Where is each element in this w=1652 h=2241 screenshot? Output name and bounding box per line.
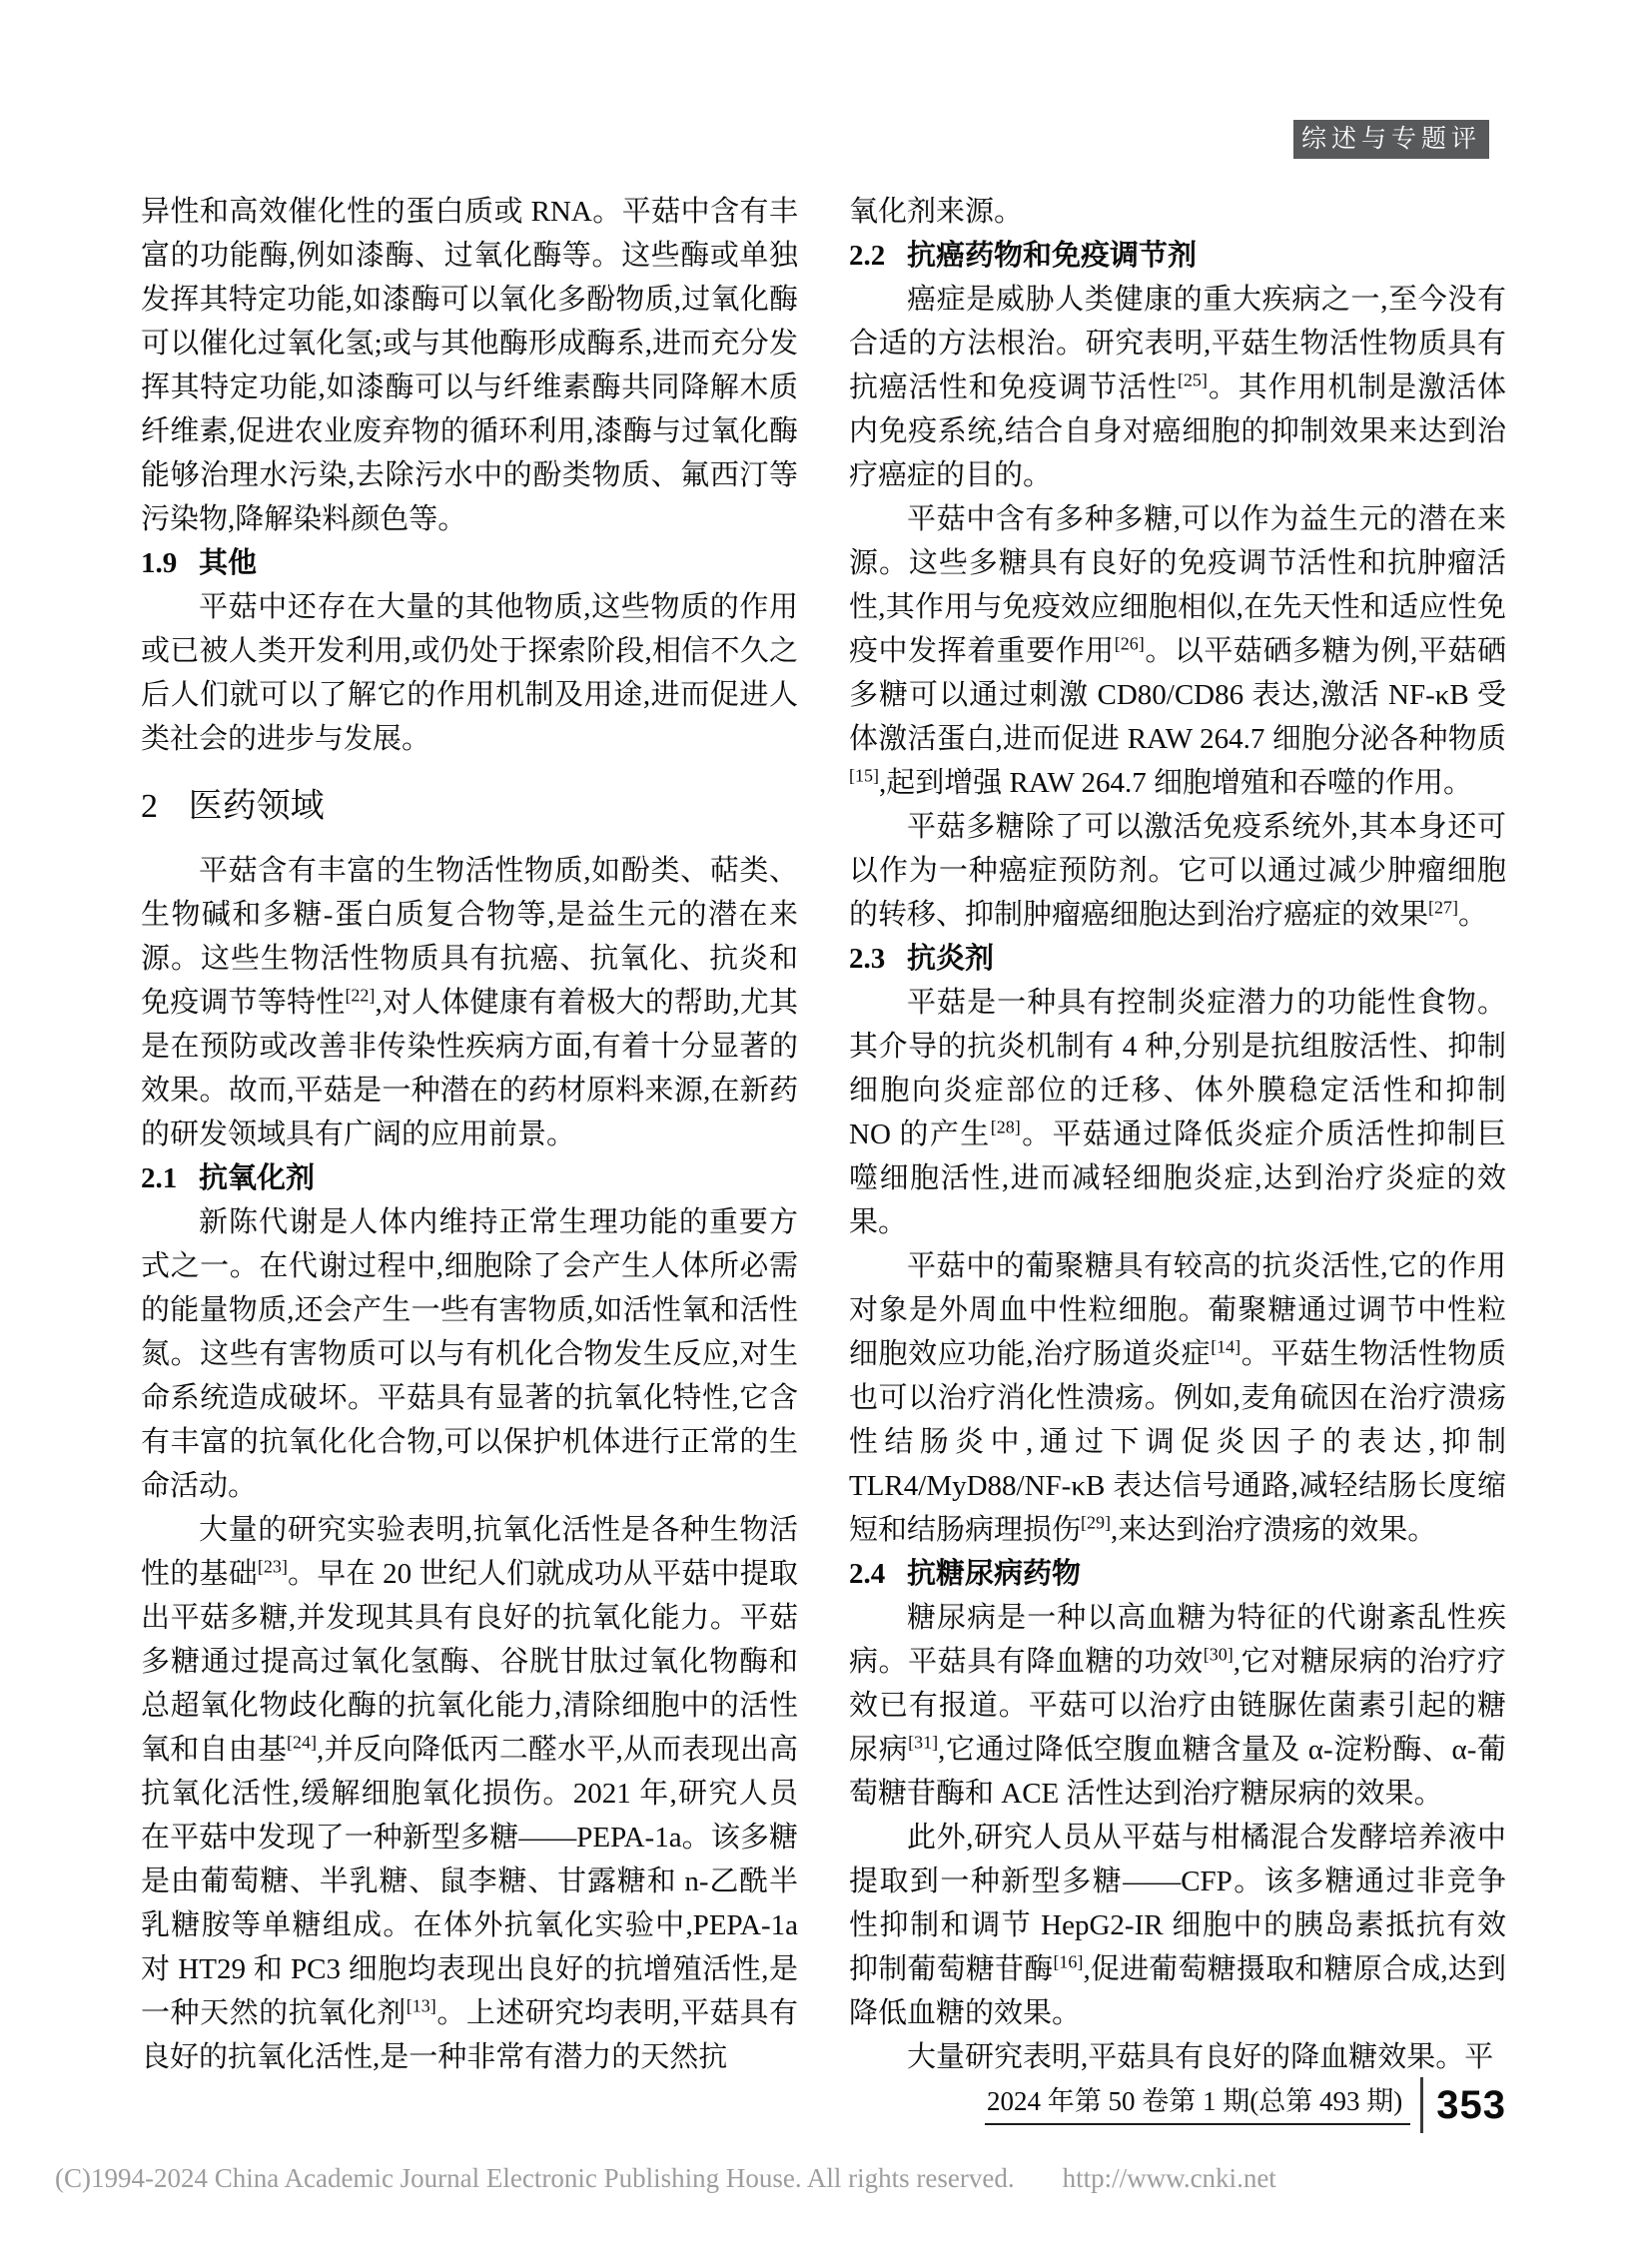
subsection-heading-2-4: [849, 1552, 1506, 1596]
reference-superscript: [30]: [1203, 1644, 1234, 1665]
right-column: [849, 190, 1506, 2079]
copyright-text: (C)1994-2024 China Academic Journal Electronic Publishing House. All rights reserved.: [55, 2163, 1015, 2193]
copyright-line: [55, 2161, 1613, 2195]
subsection-heading-2-3: [849, 937, 1506, 981]
reference-superscript: [16]: [1053, 1951, 1084, 1972]
subsection-number: 2.2: [849, 240, 886, 272]
subsection-title: 抗癌药物和免疫调节剂: [907, 240, 1198, 272]
reference-superscript: [26]: [1114, 633, 1145, 654]
body-paragraph: 大量的研究实验表明,抗氧化活性是各种生物活性的基础[23]。早在 20 世纪人们就成功从平菇中提取出平菇多糖,并发现其具有良好的抗氧化能力。平菇多糖通过提高过氧化氢酶、谷胱甘肽过氧化物酶和总超氧化物歧化酶的抗氧化能力,清除细胞中的活性氧和自由基[24],并反向降低丙二醛水平,从而表现出高抗氧化活性,缓解细胞氧化损伤。2021 年,研究人员在平菇中发现了一种新型多糖——PEPA-1a。该多糖是由葡萄糖、半乳糖、鼠李糖、甘露糖和 n-乙酰半乳糖胺等单糖组成。在体外抗氧化实验中,PEPA-1a 对 HT29 和 PC3 细胞均表现出良好的抗增殖活性,是一种天然的抗氧化剂[13]。上述研究均表明,平菇具有良好的抗氧化活性,是一种非常有潜力的天然抗: [141, 1514, 798, 2073]
reference-superscript: [24]: [287, 1732, 318, 1753]
body-paragraph: 平菇是一种具有控制炎症潜力的功能性食物。其介导的抗炎机制有 4 种,分别是抗组胺活性、抑制细胞向炎症部位的迁移、体外膜稳定活性和抑制 NO 的产生[28]。平菇通过降低炎症介质活性抑制巨噬细胞活性,进而减轻细胞炎症,达到治疗炎症的效果。: [849, 987, 1506, 1238]
reference-superscript: [23]: [257, 1556, 288, 1577]
section-heading-2: [141, 787, 798, 827]
body-paragraph: 平菇中的葡聚糖具有较高的抗炎活性,它的作用对象是外周血中性粒细胞。葡聚糖通过调节中性粒细胞效应功能,治疗肠道炎症[14]。平菇生物活性物质也可以治疗消化性溃疡。例如,麦角硫因在治疗溃疡性结肠炎中,通过下调促炎因子的表达,抑制 TLR4/MyD88/NF-κB 表达信号通路,减轻结肠长度缩短和结肠病理损伤[29],来达到治疗溃疡的效果。: [849, 1250, 1506, 1546]
journal-issue-info: 2024 年第 50 卷第 1 期(总第 493 期): [985, 2085, 1410, 2125]
section-badge: 综述与专题评论: [1293, 120, 1489, 159]
reference-superscript: [25]: [1177, 370, 1208, 390]
reference-superscript: [28]: [990, 1117, 1021, 1137]
subsection-title: 抗氧化剂: [199, 1162, 316, 1194]
body-paragraph: 此外,研究人员从平菇与柑橘混合发酵培养液中提取到一种新型多糖——CFP。该多糖通过非竞争性抑制和调节 HepG2-IR 细胞中的胰岛素抵抗有效抑制葡萄糖苷酶[16],促进葡萄糖摄取和糖原合成,达到降低血糖的效果。: [849, 1822, 1506, 2029]
page-footer: [849, 2075, 1506, 2135]
reference-superscript: [15]: [849, 765, 879, 786]
reference-superscript: [13]: [406, 1995, 436, 2016]
body-paragraph: 癌症是威胁人类健康的重大疾病之一,至今没有合适的方法根治。研究表明,平菇生物活性物质具有抗癌活性和免疫调节活性[25]。其作用机制是激活体内免疫系统,结合自身对癌细胞的抑制效果来达到治疗癌症的目的。: [849, 284, 1506, 491]
reference-superscript: [31]: [908, 1732, 939, 1753]
body-paragraph: 平菇含有丰富的生物活性物质,如酚类、萜类、生物碱和多糖-蛋白质复合物等,是益生元的潜在来源。这些生物活性物质具有抗癌、抗氧化、抗炎和免疫调节等特性[22],对人体健康有着极大的帮助,尤其是在预防或改善非传染性疾病方面,有着十分显著的效果。故而,平菇是一种潜在的药材原料来源,在新药的研发领域具有广阔的应用前景。: [141, 855, 798, 1150]
subsection-number: 2.4: [849, 1558, 886, 1590]
reference-superscript: [22]: [345, 985, 376, 1006]
section-number: 2: [141, 788, 158, 825]
section-title: 医药领域: [188, 788, 325, 825]
page-number: 353: [1436, 2082, 1506, 2127]
reference-superscript: [14]: [1211, 1336, 1241, 1357]
reference-superscript: [29]: [1081, 1512, 1112, 1533]
subsection-title: 抗糖尿病药物: [907, 1558, 1082, 1590]
body-paragraph: 氧化剂来源。: [849, 196, 1024, 228]
subsection-number: 2.1: [141, 1162, 178, 1194]
body-paragraph: 平菇多糖除了可以激活免疫系统外,其本身还可以作为一种癌症预防剂。它可以通过减少肿瘤细胞的转移、抑制肿瘤癌细胞达到治疗癌症的效果[27]。: [849, 811, 1506, 931]
subsection-heading-2-2: [849, 234, 1506, 278]
left-column: [141, 190, 798, 2079]
body-paragraph: 平菇中含有多种多糖,可以作为益生元的潜在来源。这些多糖具有良好的免疫调节活性和抗肿瘤活性,其作用与免疫效应细胞相似,在先天性和适应性免疫中发挥着重要作用[26]。以平菇硒多糖为例,平菇硒多糖可以通过刺激 CD80/CD86 表达,激活 NF-κB 受体激活蛋白,进而促进 RAW 264.7 细胞分泌各种物质[15],起到增强 RAW 264.7 细胞增殖和吞噬的作用。: [849, 503, 1506, 799]
subsection-title: 抗炎剂: [907, 943, 995, 975]
body-paragraph: 平菇中还存在大量的其他物质,这些物质的作用或已被人类开发利用,或仍处于探索阶段,相信不久之后人们就可以了解它的作用机制及用途,进而促进人类社会的进步与发展。: [141, 591, 798, 755]
body-paragraph: 糖尿病是一种以高血糖为特征的代谢紊乱性疾病。平菇具有降血糖的功效[30],它对糖尿病的治疗疗效已有报道。平菇可以治疗由链脲佐菌素引起的糖尿病[31],它通过降低空腹血糖含量及 α-淀粉酶、α-葡萄糖苷酶和 ACE 活性达到治疗糖尿病的效果。: [849, 1602, 1506, 1810]
body-paragraph: 新陈代谢是人体内维持正常生理功能的重要方式之一。在代谢过程中,细胞除了会产生人体所必需的能量物质,还会产生一些有害物质,如活性氧和活性氮。这些有害物质可以与有机化合物发生反应,对生命系统造成破坏。平菇具有显著的抗氧化特性,它含有丰富的抗氧化化合物,可以保护机体进行正常的生命活动。: [141, 1206, 798, 1502]
subsection-number: 2.3: [849, 943, 886, 975]
footer-divider: [1420, 2077, 1423, 2133]
subsection-title: 其他: [199, 547, 258, 579]
cnki-url: http://www.cnki.net: [1062, 2163, 1276, 2193]
body-paragraph: 大量研究表明,平菇具有良好的降血糖效果。平: [907, 2041, 1494, 2073]
subsection-number: 1.9: [141, 547, 178, 579]
subsection-heading-2-1: [141, 1156, 798, 1200]
reference-superscript: [27]: [1428, 897, 1459, 918]
subsection-heading-1-9: [141, 541, 798, 585]
body-paragraph: 异性和高效催化性的蛋白质或 RNA。平菇中含有丰富的功能酶,例如漆酶、过氧化酶等。这些酶或单独发挥其特定功能,如漆酶可以氧化多酚物质,过氧化酶可以催化过氧化氢;或与其他酶形成酶系,进而充分发挥其特定功能,如漆酶可以与纤维素酶共同降解木质纤维素,促进农业废弃物的循环利用,漆酶与过氧化酶能够治理水污染,去除污水中的酚类物质、氟西汀等污染物,降解染料颜色等。: [141, 196, 798, 535]
